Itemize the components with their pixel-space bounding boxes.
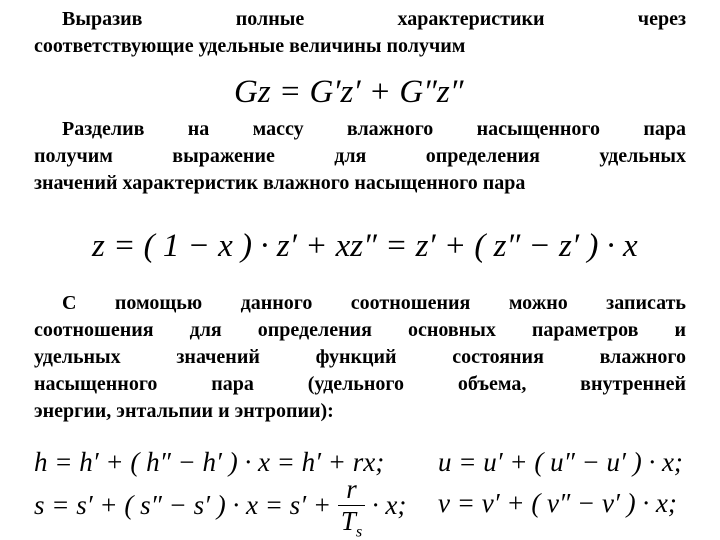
- division-line-1: Разделив на массу влажного насыщенного пара: [62, 118, 686, 140]
- fraction-denominator-subscript: s: [355, 522, 363, 540]
- intro-line-1: Выразив полные характеристики через: [62, 8, 686, 30]
- relation-line-1: С помощью данного соотношения можно записать: [62, 292, 686, 314]
- relation-line-3: удельных значений функций состояния влажного: [34, 346, 686, 368]
- intro-paragraph: [34, 6, 686, 60]
- division-line-2: получим выражение для определения удельных: [34, 145, 686, 167]
- fraction-numerator: r: [346, 474, 357, 504]
- relation-line-4: насыщенного пара (удельного объема, внутренней: [34, 373, 686, 395]
- formula-internal-energy: u = u′ + ( u″ − u′ ) · x;: [438, 447, 683, 477]
- formula-specific-volume: v = v′ + ( v″ − v′ ) · x;: [438, 488, 677, 518]
- relation-paragraph: [34, 290, 686, 425]
- division-line-3: значений характеристик влажного насыщенного пара: [34, 172, 526, 194]
- relation-line-5: энергии, энтальпии и энтропии):: [34, 400, 334, 422]
- equation-total-characteristic: Gz = G′z′ + G″z″: [234, 74, 464, 110]
- formula-entropy-fraction: [338, 476, 365, 540]
- intro-line-2: соответствующие удельные величины получим: [34, 35, 466, 57]
- formula-entropy-right: · x;: [371, 490, 407, 520]
- formula-enthalpy: h = h′ + ( h″ − h′ ) · x = h′ + rx;: [34, 447, 385, 477]
- formula-entropy-left: s = s′ + ( s″ − s′ ) · x = s′ +: [34, 490, 332, 520]
- formula-entropy: [34, 476, 406, 540]
- division-paragraph: [34, 116, 686, 197]
- equation-specific-characteristic: z = ( 1 − x ) · z′ + xz″ = z′ + ( z″ − z′ ) · x: [92, 228, 638, 264]
- fraction-denominator: $T_s$: [340, 506, 363, 540]
- relation-line-2: соотношения для определения основных параметров и: [34, 319, 686, 341]
